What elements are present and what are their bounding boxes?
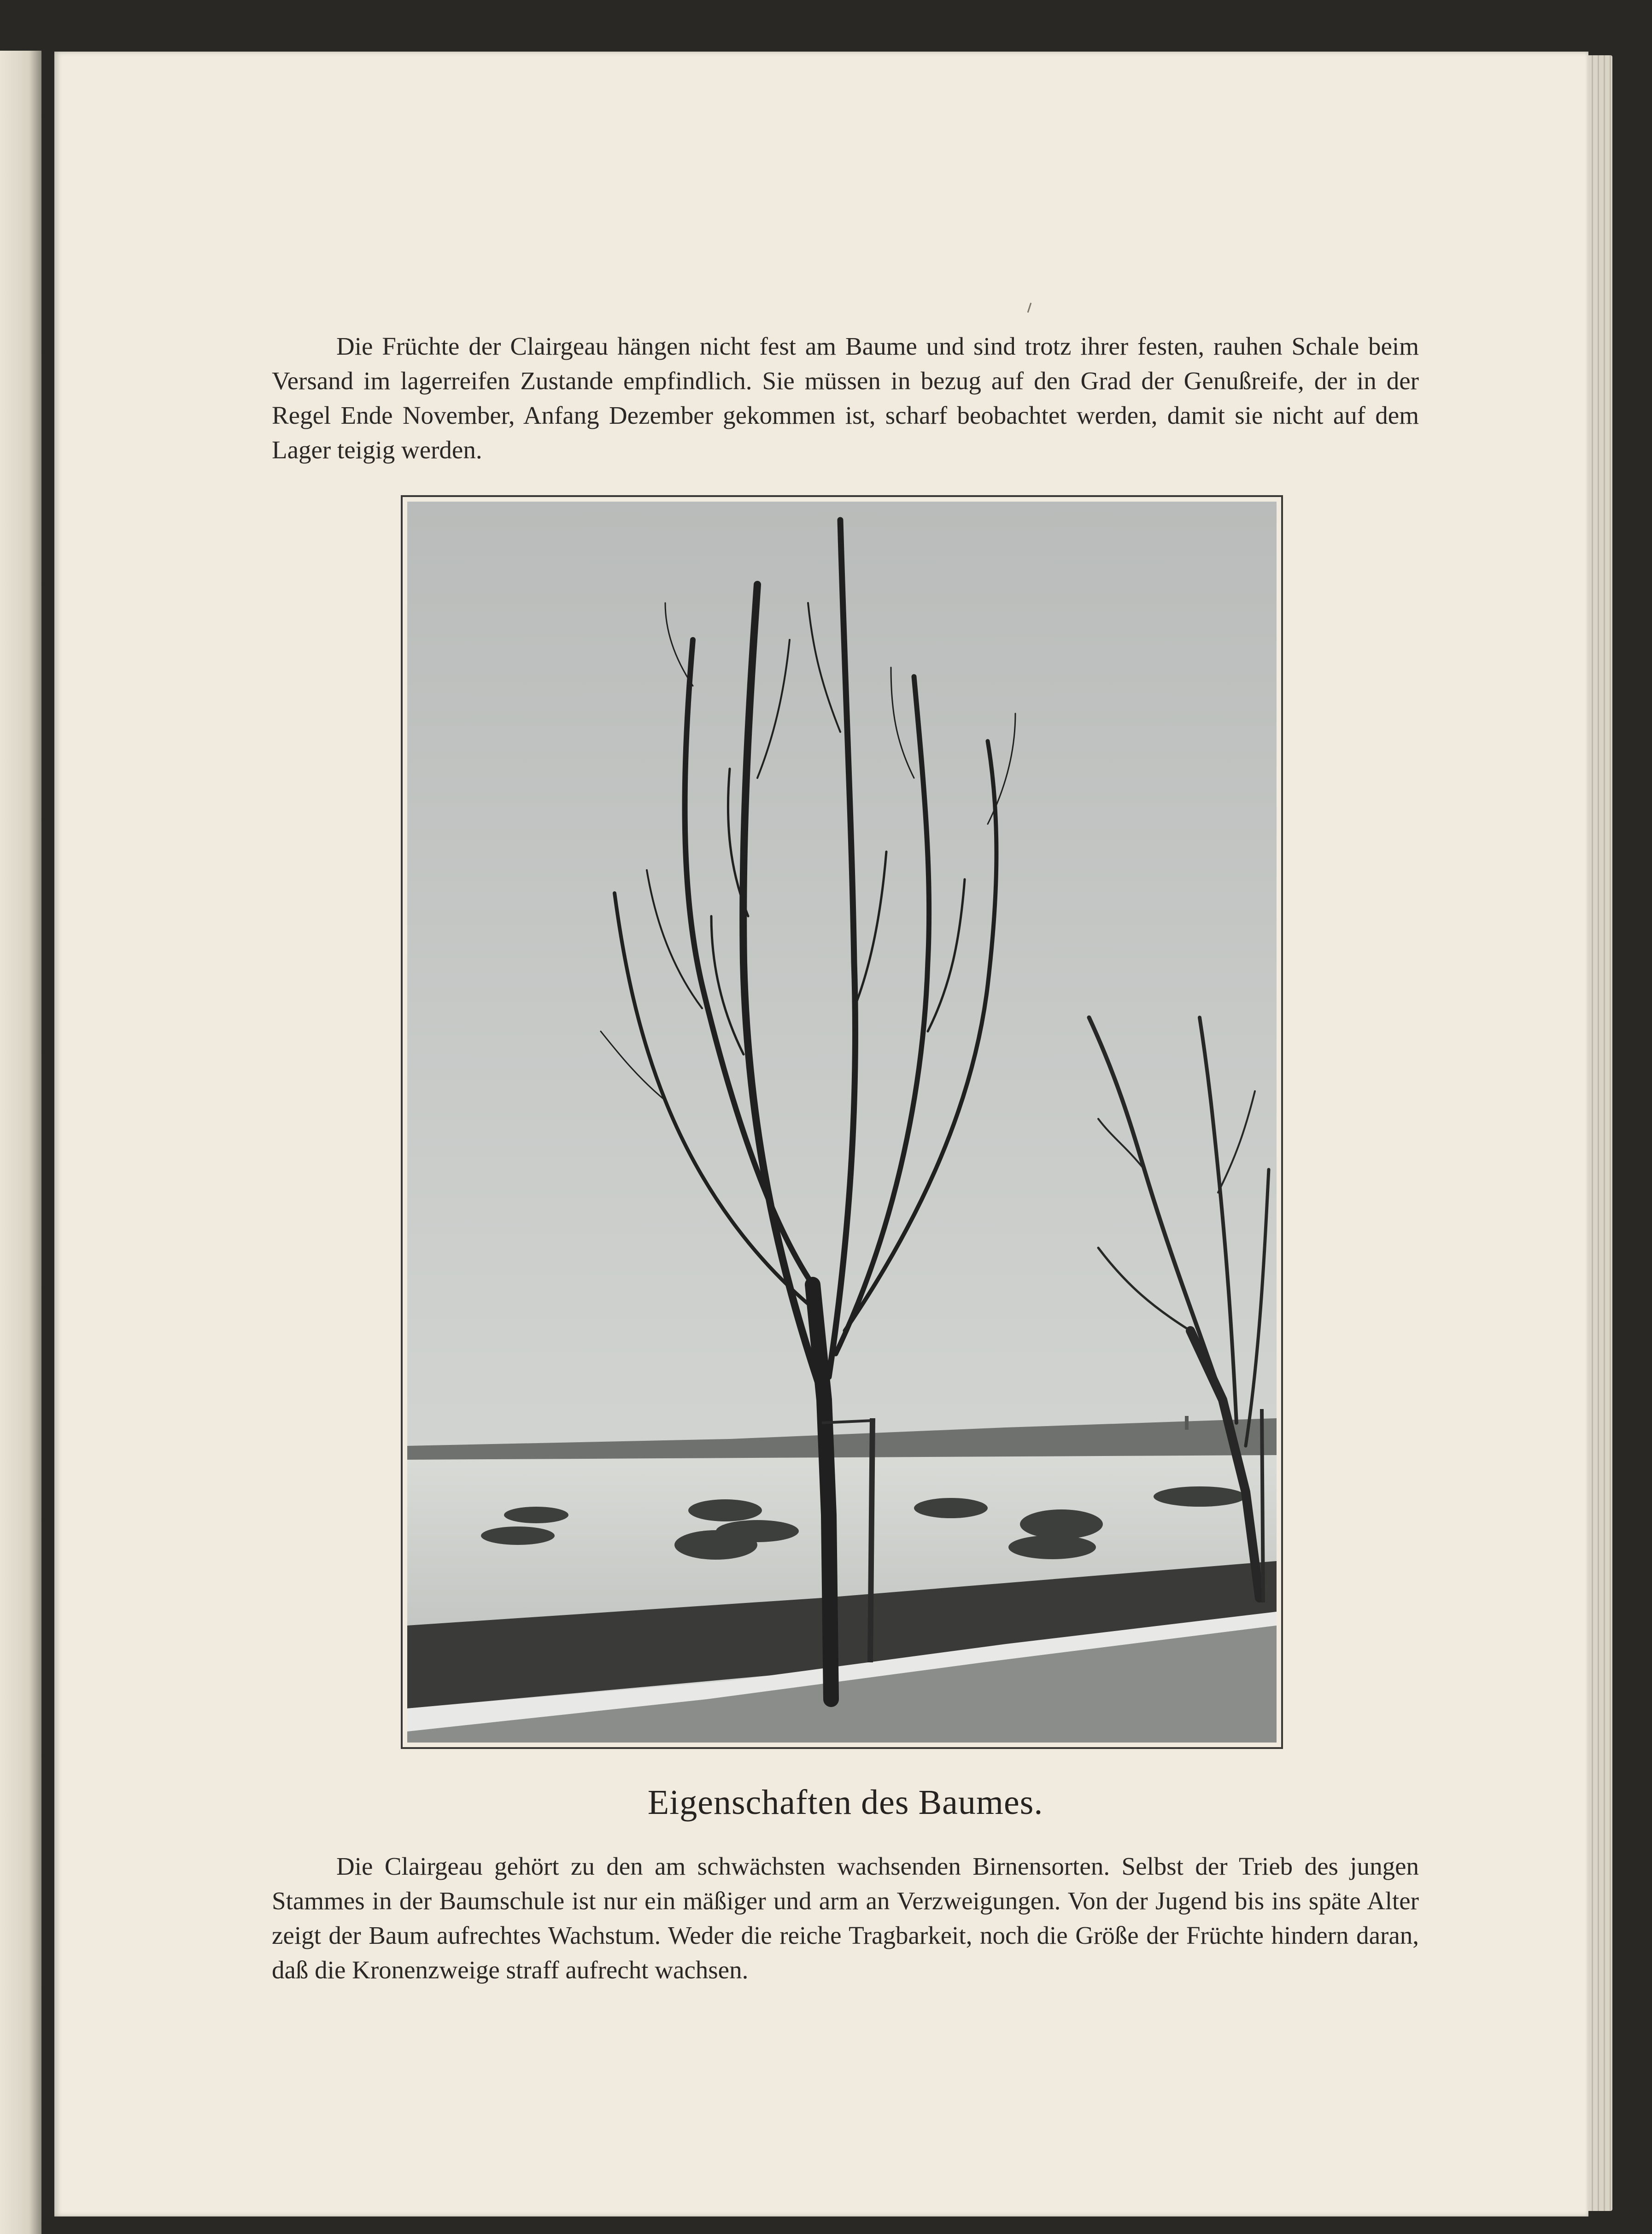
photo-illustration <box>407 502 1277 1743</box>
stray-ink-mark <box>1027 303 1032 313</box>
distant-tower <box>1185 1416 1189 1430</box>
adjacent-page-edge <box>0 51 41 2234</box>
section-heading: Eigenschaften des Baumes. <box>647 1783 1043 1822</box>
bottom-paragraph-block <box>272 1849 1419 1987</box>
top-paragraph-block <box>272 329 1419 467</box>
bottom-paragraph: Die Clairgeau gehört zu den am schwächsten wachsenden Birnensorten. Selbst der Trieb des jungen Stammes in der Baumschule ist nur ein mäßiger und arm an Verzweigungen. Von der Jugend bis ins späte Alter zeigt der Baum aufrechtes Wachstum. Weder die reiche Tragbarkeit, noch die Größe der Früchte hindern daran, daß die Kronenzweige straff aufrecht wachsen. <box>272 1852 1419 1984</box>
top-paragraph: Die Früchte der Clairgeau hängen nicht fest am Baume und sind trotz ihrer festen, rauhen Schale beim Versand im lagerreifen Zustande empfindlich. Sie müssen in bezug auf den Grad der Genußreife, der in der Regel Ende November, Anfang Dezember gekommen ist, scharf beobachtet werden, damit sie nicht auf dem Lager teigig werden. <box>272 332 1419 464</box>
book-page <box>54 52 1588 2216</box>
secondary-stake <box>1262 1409 1263 1602</box>
tree-stake <box>870 1418 873 1662</box>
tree-photograph <box>401 495 1283 1749</box>
